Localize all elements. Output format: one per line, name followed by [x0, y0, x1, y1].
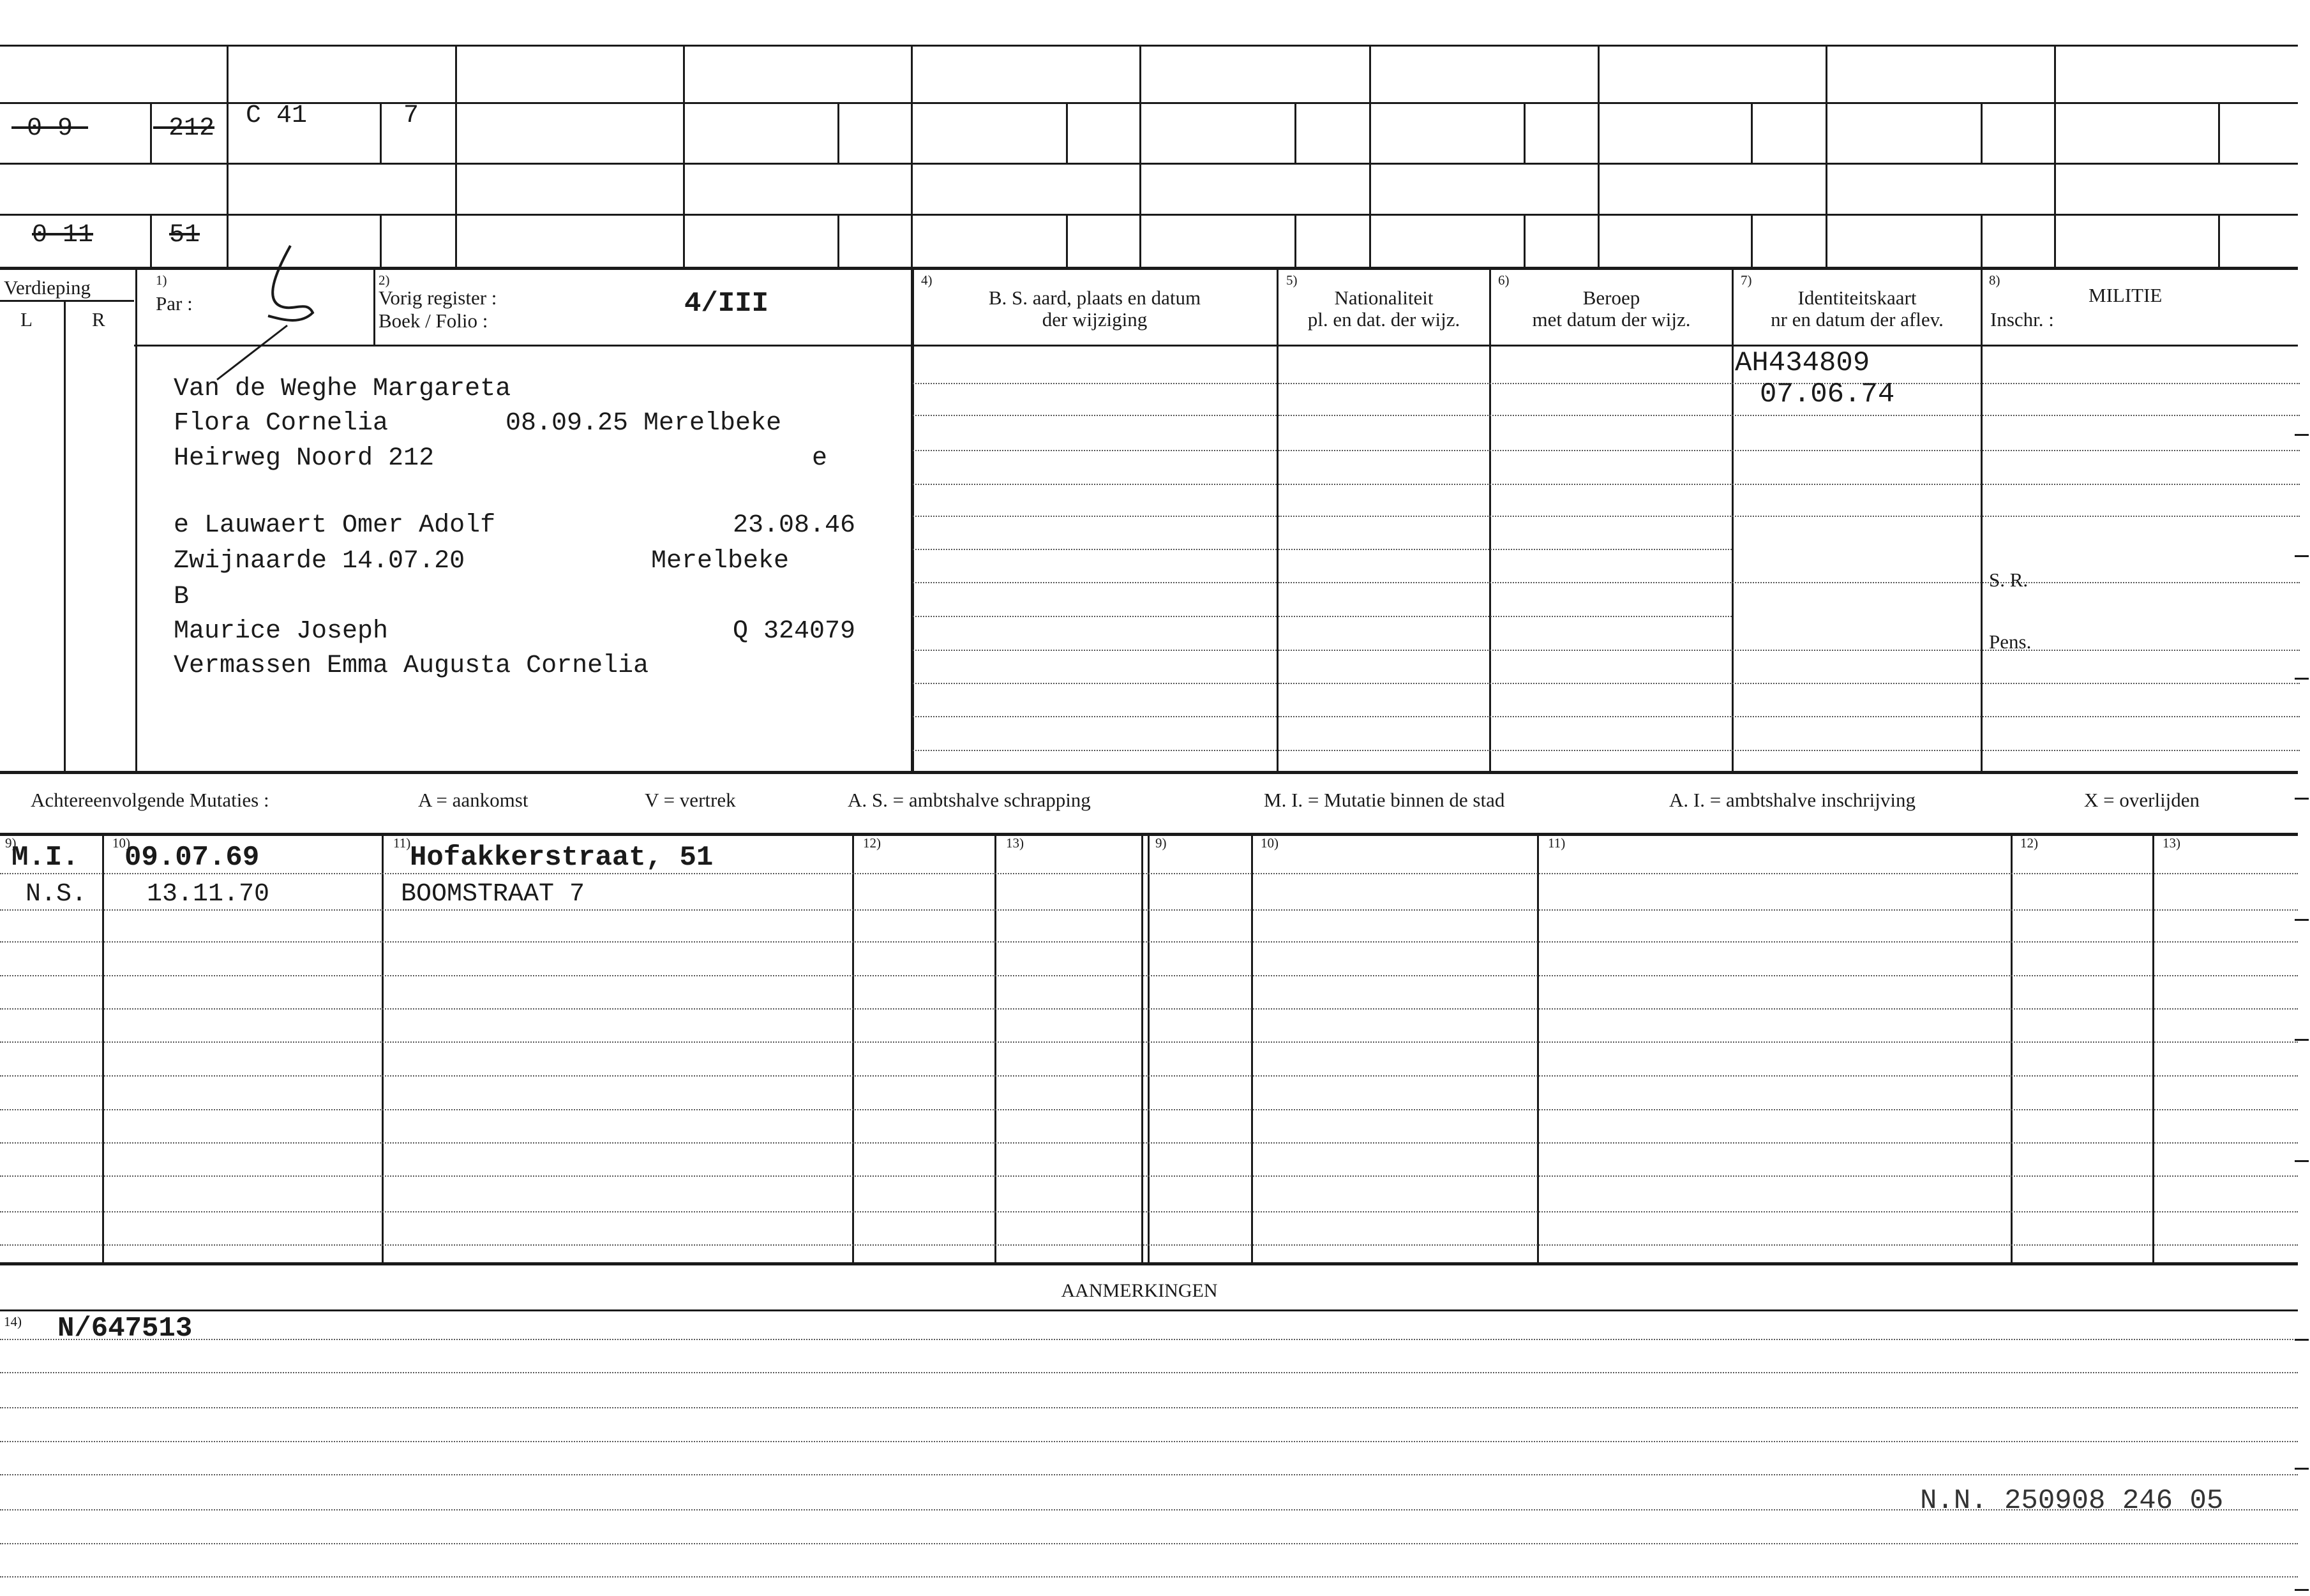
verdieping-label: Verdieping	[4, 276, 91, 299]
mut-col-12-right: 12)	[2020, 835, 2038, 851]
cell-number: 7	[403, 101, 419, 130]
crossed-value-2: -212	[153, 114, 215, 143]
col-number-4: 4)	[921, 272, 933, 288]
mut-col-11-right: 11)	[1548, 835, 1566, 851]
person-marriage-date: 23.08.46	[733, 511, 856, 540]
legend-a: A = aankomst	[418, 789, 529, 811]
person-spouse: e Lauwaert Omer Adolf	[174, 511, 496, 540]
person-mother: Vermassen Emma Augusta Cornelia	[174, 652, 649, 680]
bs-header-line2: der wijziging	[1042, 308, 1148, 331]
person-first-names: Flora Cornelia	[174, 409, 389, 438]
legend-v: V = vertrek	[645, 789, 736, 811]
crossed-value-4: 51	[169, 221, 200, 250]
mut-col-13-left: 13)	[1006, 835, 1024, 851]
militie-label: MILITIE	[2089, 284, 2163, 306]
inschr-label: Inschr. :	[1990, 308, 2054, 331]
id-card-number: AH434809	[1735, 347, 1870, 379]
mutation-code: M.I.	[11, 842, 79, 874]
sr-label: S. R.	[1989, 569, 2029, 591]
mutation-date: 13.11.70	[147, 880, 270, 909]
nat-header-line1: Nationaliteit	[1334, 287, 1434, 309]
person-address: Heirweg Noord 212	[174, 444, 435, 473]
col-number-1: 1)	[156, 272, 167, 288]
nat-header-line2: pl. en dat. der wijz.	[1307, 308, 1460, 331]
mut-col-9-left: 9)	[5, 835, 17, 851]
pens-label: Pens.	[1989, 630, 2032, 653]
legend-ai: A. I. = ambtshalve inschrijving	[1669, 789, 1916, 811]
mut-col-10-right: 10)	[1261, 835, 1279, 851]
mut-col-12-left: 12)	[863, 835, 881, 851]
national-number: N.N. 250908 246 05	[1920, 1485, 2224, 1517]
person-status: B	[174, 583, 190, 611]
mut-col-13-right: 13)	[2163, 835, 2180, 851]
col-number-7: 7)	[1741, 272, 1752, 288]
boek-folio-label: Boek / Folio :	[379, 310, 488, 332]
crossed-value-3: 0 11	[32, 221, 94, 250]
person-spouse-birth: Zwijnaarde 14.07.20	[174, 547, 465, 576]
person-spouse-place: Merelbeke	[651, 547, 790, 576]
id-header-line1: Identiteitskaart	[1797, 287, 1917, 309]
mutation-code: N.S.	[26, 880, 87, 909]
handwritten-mark-icon	[204, 236, 332, 389]
mut-col-10-left: 10)	[112, 835, 130, 851]
col-number-6: 6)	[1498, 272, 1510, 288]
beroep-header-line2: met datum der wijz.	[1532, 308, 1691, 331]
mutation-address: Hofakkerstraat, 51	[410, 842, 714, 874]
crossed-value-1: -0-9-	[11, 114, 89, 143]
remarks-title: AANMERKINGEN	[1061, 1280, 1218, 1301]
cell-code: C 41	[246, 101, 308, 130]
id-header-line2: nr en datum der aflev.	[1771, 308, 1944, 331]
remarks-number: 14)	[4, 1314, 22, 1329]
col-number-8: 8)	[1989, 272, 2000, 288]
person-birth: 08.09.25 Merelbeke	[506, 409, 782, 438]
person-name: Van de Weghe Margareta	[174, 375, 511, 403]
legend-as: A. S. = ambtshalve schrapping	[848, 789, 1091, 811]
par-label: Par :	[156, 292, 193, 315]
legend-title: Achtereenvolgende Mutaties :	[31, 789, 269, 811]
r-label: R	[92, 308, 105, 331]
person-father: Maurice Joseph	[174, 617, 389, 646]
col-number-5: 5)	[1286, 272, 1298, 288]
mutation-address: BOOMSTRAAT 7	[401, 880, 585, 909]
l-label: L	[20, 308, 33, 331]
mut-col-11-left: 11)	[393, 835, 411, 851]
id-card-date: 07.06.74	[1760, 378, 1895, 410]
vorig-register-label: Vorig register :	[379, 287, 497, 309]
person-reference: Q 324079	[733, 617, 856, 646]
legend-x: X = overlijden	[2084, 789, 2200, 811]
bs-header-line1: B. S. aard, plaats en datum	[988, 287, 1201, 309]
mut-col-9-right: 9)	[1155, 835, 1167, 851]
col-number-2: 2)	[379, 272, 390, 288]
mutation-date: 09.07.69	[124, 842, 260, 874]
legend-mi: M. I. = Mutatie binnen de stad	[1264, 789, 1505, 811]
beroep-header-line1: Beroep	[1582, 287, 1640, 309]
remarks-value: N/647513	[57, 1313, 193, 1345]
person-mark: e	[812, 444, 828, 473]
vorig-register-value: 4/III	[684, 288, 769, 320]
